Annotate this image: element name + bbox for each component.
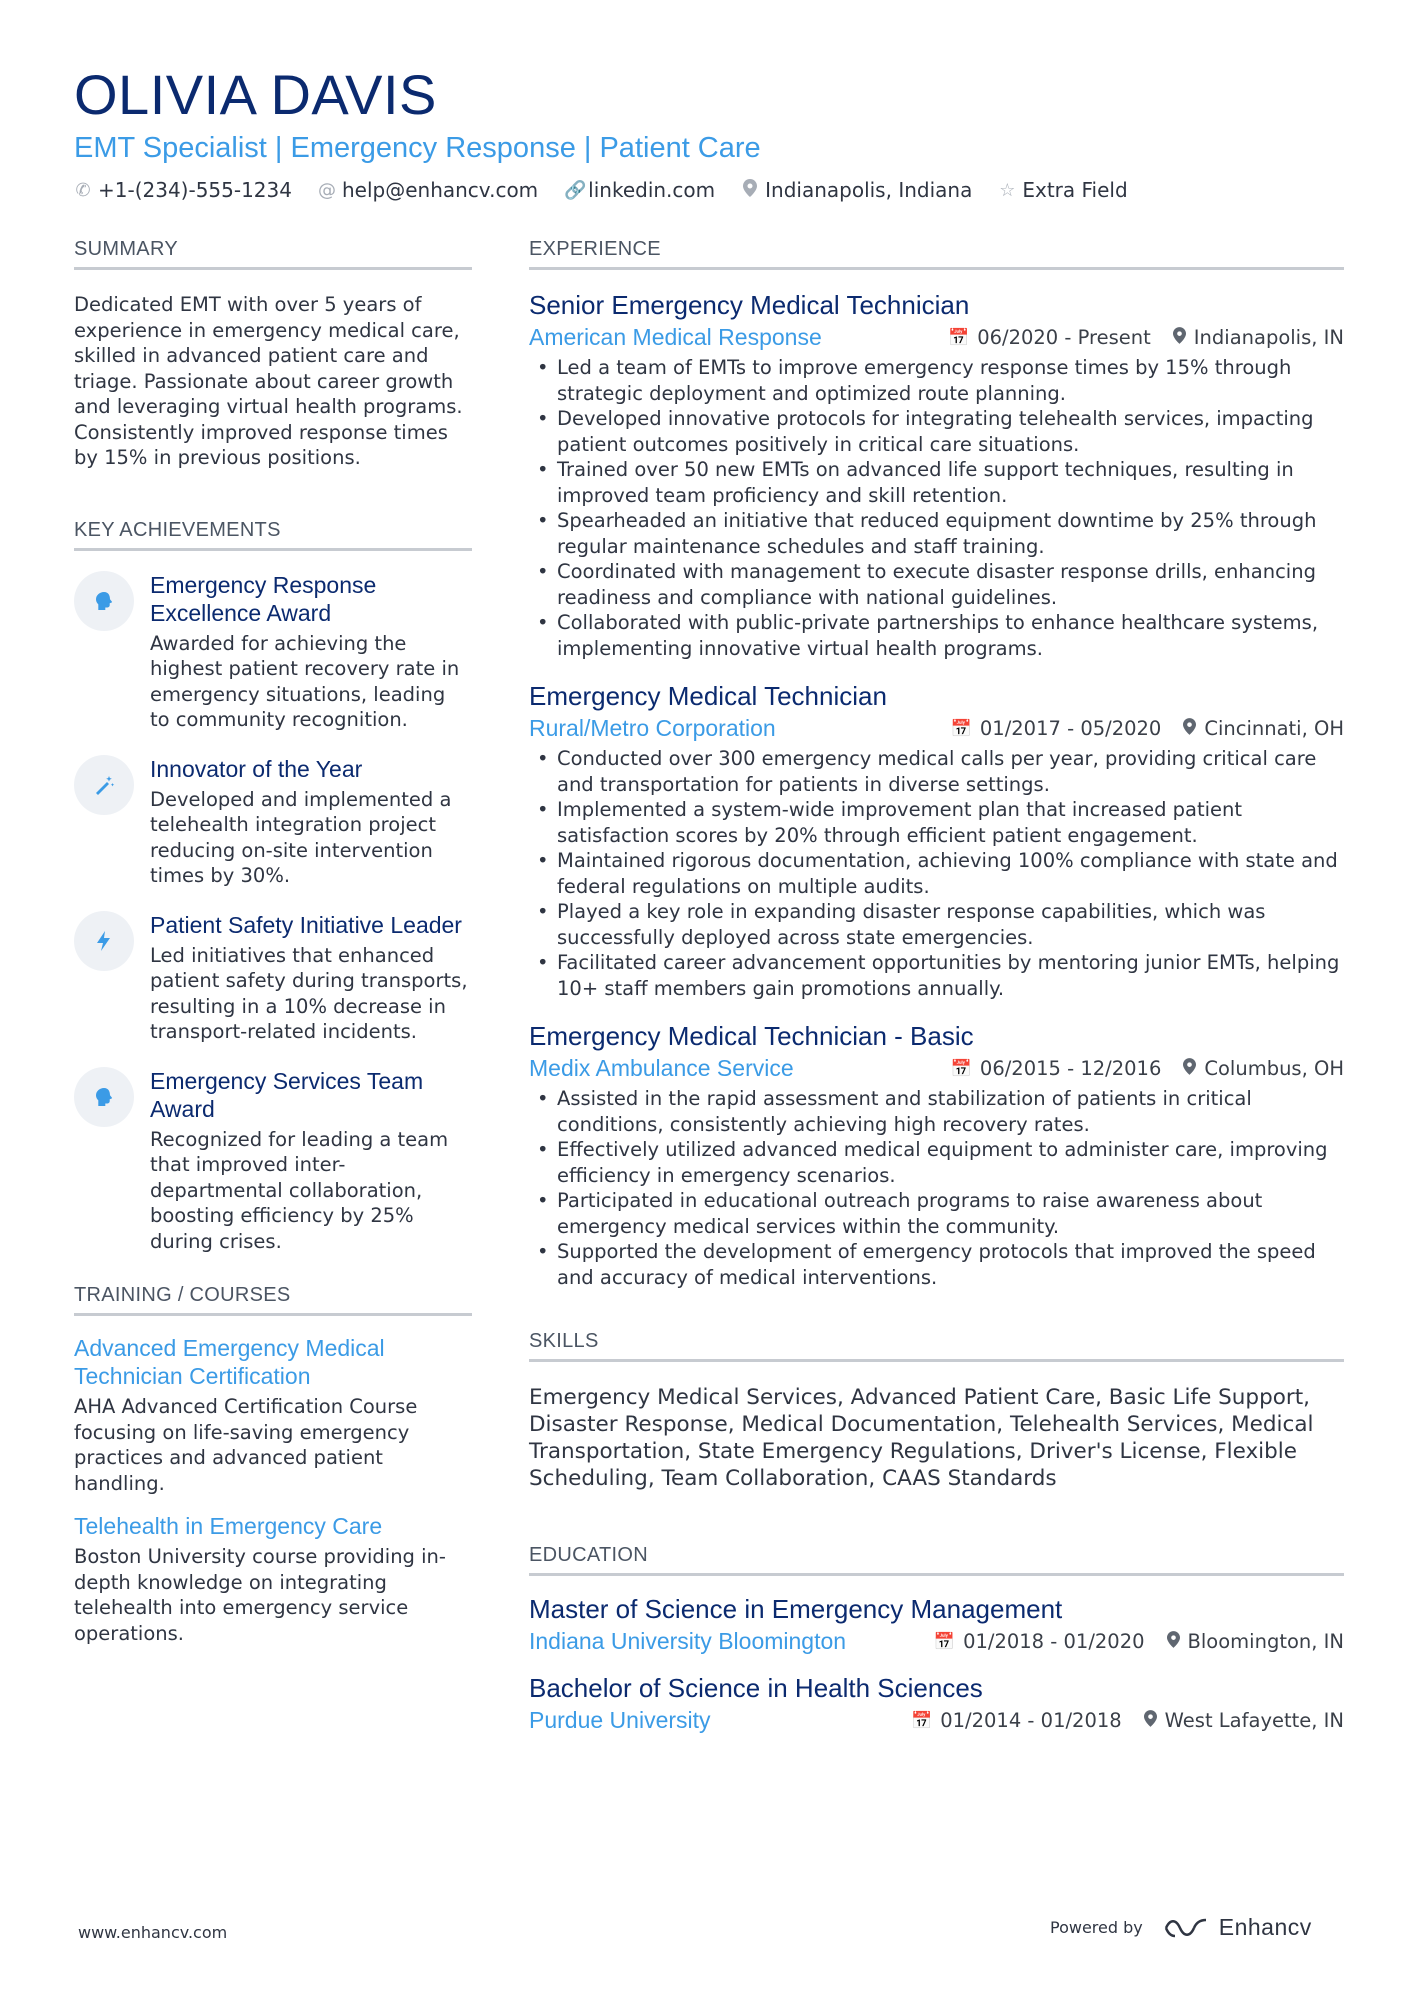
summary-heading: SUMMARY	[74, 238, 472, 270]
brand-name: Enhancv	[1218, 1914, 1312, 1940]
job-title: Emergency Medical Technician	[529, 681, 887, 711]
school-name: Purdue University	[529, 1707, 711, 1733]
contact-location	[741, 178, 972, 202]
job-location: Indianapolis, IN	[1193, 326, 1344, 349]
job-bullet: • Maintained rigorous documentation, achieving 100% compliance with state and federal regulations on multiple audits.	[529, 848, 1344, 899]
contact-phone-text: +1-(234)-555-1234	[98, 178, 292, 202]
edu-location: Bloomington, IN	[1187, 1630, 1344, 1653]
resume-header	[74, 62, 1354, 202]
job-title: Senior Emergency Medical Technician	[529, 290, 970, 320]
skills-text: Emergency Medical Services, Advanced Patient Care, Basic Life Support, Disaster Response, Medical Documentation, Telehealth Services, Medical Transportation, State Emergency Regulations, Driver's License, Flexible Scheduling, Team Collaboration, CAAS Standards	[529, 1385, 1314, 1491]
company-name: Medix Ambulance Service	[529, 1055, 794, 1081]
job-entry	[529, 679, 1344, 1001]
achievements-list	[74, 571, 472, 1255]
contact-linkedin[interactable]	[564, 178, 715, 202]
star-icon: ☆	[999, 179, 1016, 201]
contact-extra	[998, 178, 1127, 202]
footer-website[interactable]: www.enhancv.com	[78, 1923, 228, 1942]
degree-title: Bachelor of Science in Health Sciences	[529, 1673, 983, 1703]
job-bullet: • Trained over 50 new EMTs on advanced life support techniques, resulting in improved team proficiency and skill retention.	[529, 457, 1344, 508]
achievement-item	[74, 1067, 472, 1255]
job-bullet: • Facilitated career advancement opportunities by mentoring junior EMTs, helping 10+ staff members gain promotions annually.	[529, 950, 1344, 1001]
job-dates: 01/2017 - 05/2020	[979, 717, 1162, 740]
phone-icon: ✆	[75, 179, 91, 201]
location-icon	[1173, 327, 1186, 349]
calendar-icon: 📅	[948, 327, 970, 348]
link-icon: 🔗	[564, 179, 587, 201]
school-name: Indiana University Bloomington	[529, 1628, 847, 1654]
contact-email-text: help@enhancv.com	[341, 178, 539, 202]
job-bullet: • Collaborated with public-private partnerships to enhance healthcare systems, implementing innovative virtual health programs.	[529, 610, 1344, 661]
contact-phone[interactable]	[74, 178, 292, 202]
degree-title: Master of Science in Emergency Management	[529, 1594, 1063, 1624]
job-bullet: • Led a team of EMTs to improve emergency response times by 15% through strategic deployment and optimized route planning.	[529, 355, 1344, 406]
calendar-icon: 📅	[950, 1058, 972, 1079]
edu-dates: 01/2018 - 01/2020	[963, 1630, 1145, 1653]
achievement-desc: Led initiatives that enhanced patient safety during transports, resulting in a 10% decrease in transport-related incidents.	[150, 943, 468, 1043]
job-bullet: • Effectively utilized advanced medical equipment to administer care, improving efficiency in emergency scenarios.	[529, 1137, 1344, 1188]
job-bullet: • Implemented a system-wide improvement plan that increased patient satisfaction scores by 20% through efficient patient engagement.	[529, 797, 1344, 848]
calendar-icon: 📅	[950, 718, 972, 739]
education-heading: EDUCATION	[529, 1544, 1344, 1576]
job-bullets	[529, 1086, 1344, 1290]
magic-wand-icon	[74, 755, 134, 815]
job-dates: 06/2020 - Present	[977, 326, 1151, 349]
location-icon	[1167, 1631, 1180, 1653]
brand-logo[interactable]	[1163, 1914, 1312, 1941]
calendar-icon: 📅	[911, 1710, 933, 1731]
achievement-title: Innovator of the Year	[150, 755, 363, 782]
job-bullet: • Conducted over 300 emergency medical calls per year, providing critical care and transportation for patients in diverse settings.	[529, 746, 1344, 797]
job-location: Columbus, OH	[1204, 1057, 1344, 1080]
job-bullet: • Assisted in the rapid assessment and stabilization of patients in critical conditions, consistently achieving high recovery rates.	[529, 1086, 1344, 1137]
job-bullet: • Participated in educational outreach programs to raise awareness about emergency medical services within the community.	[529, 1188, 1344, 1239]
achievement-desc: Recognized for leading a team that improved inter-departmental collaboration, boosting efficiency by 25% during crises.	[150, 1127, 449, 1253]
candidate-name: OLIVIA DAVIS	[74, 63, 437, 126]
course-title: Advanced Emergency Medical Technician Certification	[74, 1335, 385, 1389]
education-entry	[529, 1671, 1344, 1734]
contact-extra-text: Extra Field	[1022, 178, 1128, 202]
course-desc: AHA Advanced Certification Course focusing on life-saving emergency practices and advanced patient handling.	[74, 1395, 418, 1495]
achievement-desc: Developed and implemented a telehealth integration project reducing on-site intervention times by 30%.	[150, 787, 452, 887]
candidate-title: EMT Specialist | Emergency Response | Patient Care	[74, 132, 761, 164]
brain-icon	[74, 571, 134, 631]
achievement-desc: Awarded for achieving the highest patient recovery rate in emergency situations, leading to community recognition.	[150, 631, 460, 731]
edu-location: West Lafayette, IN	[1164, 1709, 1344, 1732]
job-bullet: • Developed innovative protocols for integrating telehealth services, impacting patient outcomes positively in critical care situations.	[529, 406, 1344, 457]
calendar-icon: 📅	[933, 1631, 956, 1652]
course-item	[74, 1334, 472, 1496]
education-entry	[529, 1592, 1344, 1655]
enhancv-logo-icon	[1163, 1916, 1209, 1940]
skills-heading: SKILLS	[529, 1330, 1344, 1362]
location-icon	[1183, 718, 1196, 740]
achievement-item	[74, 571, 472, 733]
job-bullet: • Played a key role in expanding disaster response capabilities, which was successfully deployed across state emergencies.	[529, 899, 1344, 950]
powered-by-label: Powered by	[1050, 1918, 1143, 1937]
job-bullet: • Spearheaded an initiative that reduced equipment downtime by 25% through regular maintenance schedules and staff training.	[529, 508, 1344, 559]
achievement-item	[74, 755, 472, 889]
summary-text: Dedicated EMT with over 5 years of experience in emergency medical care, skilled in advanced patient care and triage. Passionate about career growth and leveraging virtual health programs. Consistently improved response times by 15% in previous positions.	[74, 293, 463, 469]
right-column	[529, 238, 1344, 1734]
contact-bar	[74, 178, 1354, 202]
job-bullet: • Coordinated with management to execute disaster response drills, enhancing readiness and compliance with national guidelines.	[529, 559, 1344, 610]
achievements-heading: KEY ACHIEVEMENTS	[74, 519, 472, 551]
job-title: Emergency Medical Technician - Basic	[529, 1021, 974, 1051]
location-icon	[1183, 1058, 1196, 1080]
course-title: Telehealth in Emergency Care	[74, 1513, 383, 1539]
left-column	[74, 238, 472, 1646]
contact-email[interactable]	[318, 178, 538, 202]
achievement-title: Emergency Services Team Award	[150, 1067, 424, 1122]
course-item	[74, 1512, 472, 1646]
job-entry	[529, 1019, 1344, 1290]
edu-dates: 01/2014 - 01/2018	[940, 1709, 1122, 1732]
bolt-icon	[74, 911, 134, 971]
achievement-title: Emergency Response Excellence Award	[150, 571, 377, 626]
achievement-title: Patient Safety Initiative Leader	[150, 911, 462, 938]
job-bullets	[529, 355, 1344, 661]
brain-icon	[74, 1067, 134, 1127]
company-name: Rural/Metro Corporation	[529, 715, 776, 741]
training-heading: TRAINING / COURSES	[74, 1284, 472, 1316]
location-icon	[1144, 1710, 1157, 1732]
footer-branding	[1050, 1914, 1312, 1941]
job-entry	[529, 288, 1344, 661]
job-location: Cincinnati, OH	[1204, 717, 1344, 740]
company-name: American Medical Response	[529, 324, 822, 350]
job-dates: 06/2015 - 12/2016	[979, 1057, 1162, 1080]
experience-heading: EXPERIENCE	[529, 238, 1344, 270]
location-icon	[741, 179, 759, 202]
course-desc: Boston University course providing in-depth knowledge on integrating telehealth into emergency service operations.	[74, 1545, 446, 1645]
job-bullets	[529, 746, 1344, 1001]
contact-linkedin-text: linkedin.com	[588, 178, 716, 202]
job-bullet: • Supported the development of emergency protocols that improved the speed and accuracy of medical interventions.	[529, 1239, 1344, 1290]
at-icon: @	[317, 179, 336, 201]
achievement-item	[74, 911, 472, 1045]
contact-location-text: Indianapolis, Indiana	[765, 178, 973, 202]
